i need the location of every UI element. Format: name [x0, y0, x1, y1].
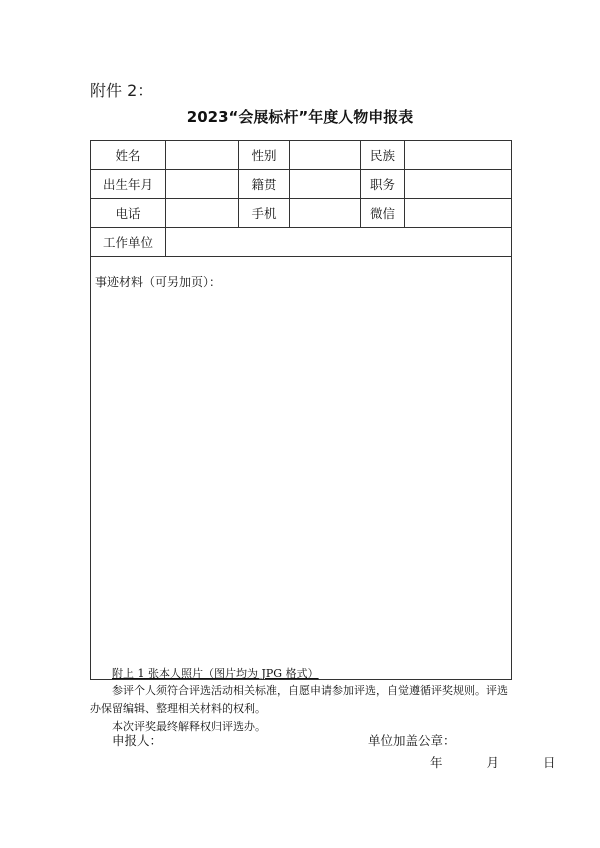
notes [90, 682, 511, 736]
materials-label: 事迹材料（可另加页）： [95, 275, 222, 289]
table-row [91, 228, 512, 257]
field-label-gender: 性别 [239, 141, 290, 170]
field-label-wechat: 微信 [361, 199, 405, 228]
table-row [91, 257, 512, 680]
date-month: 月 [486, 755, 500, 770]
attachment-label: 附件 2： [90, 81, 154, 100]
field-label-position: 职务 [361, 170, 405, 199]
field-label-name: 姓名 [91, 141, 166, 170]
field-value-gender[interactable] [290, 141, 361, 170]
note-paragraph: 参评个人须符合评选活动相关标准，自愿申请参加评选，自觉遵循评奖规则。评选办保留编辑、整理相关材料的权利。 [90, 684, 508, 715]
field-label-ethnicity: 民族 [361, 141, 405, 170]
photo-note: 附上 1 张本人照片（图片均为 JPG 格式） [112, 667, 319, 680]
field-value-work-unit[interactable] [166, 228, 512, 257]
date-day: 日 [543, 755, 556, 770]
table-row [91, 141, 512, 170]
field-value-ethnicity[interactable] [405, 141, 512, 170]
page-title: 2023“会展标杆”年度人物申报表 [186, 108, 414, 126]
materials-field[interactable] [91, 257, 512, 680]
field-value-name[interactable] [166, 141, 239, 170]
date-year: 年 [430, 755, 443, 770]
applicant-signature-label: 申报人： [112, 733, 163, 748]
field-label-phone: 电话 [91, 199, 166, 228]
field-value-birth-date[interactable] [166, 170, 239, 199]
field-value-wechat[interactable] [405, 199, 512, 228]
unit-seal-label: 单位加盖公章： [368, 733, 456, 748]
field-label-work-unit: 工作单位 [91, 228, 166, 257]
field-value-phone[interactable] [166, 199, 239, 228]
application-table [90, 140, 512, 680]
field-value-native-place[interactable] [290, 170, 361, 199]
table-row [91, 170, 512, 199]
date-line [430, 753, 578, 771]
field-value-mobile[interactable] [290, 199, 361, 228]
table-row [91, 199, 512, 228]
field-value-position[interactable] [405, 170, 512, 199]
note-paragraph: 本次评奖最终解释权归评选办。 [112, 720, 266, 733]
field-label-native-place: 籍贯 [239, 170, 290, 199]
field-label-mobile: 手机 [239, 199, 290, 228]
field-label-birth-date: 出生年月 [91, 170, 166, 199]
